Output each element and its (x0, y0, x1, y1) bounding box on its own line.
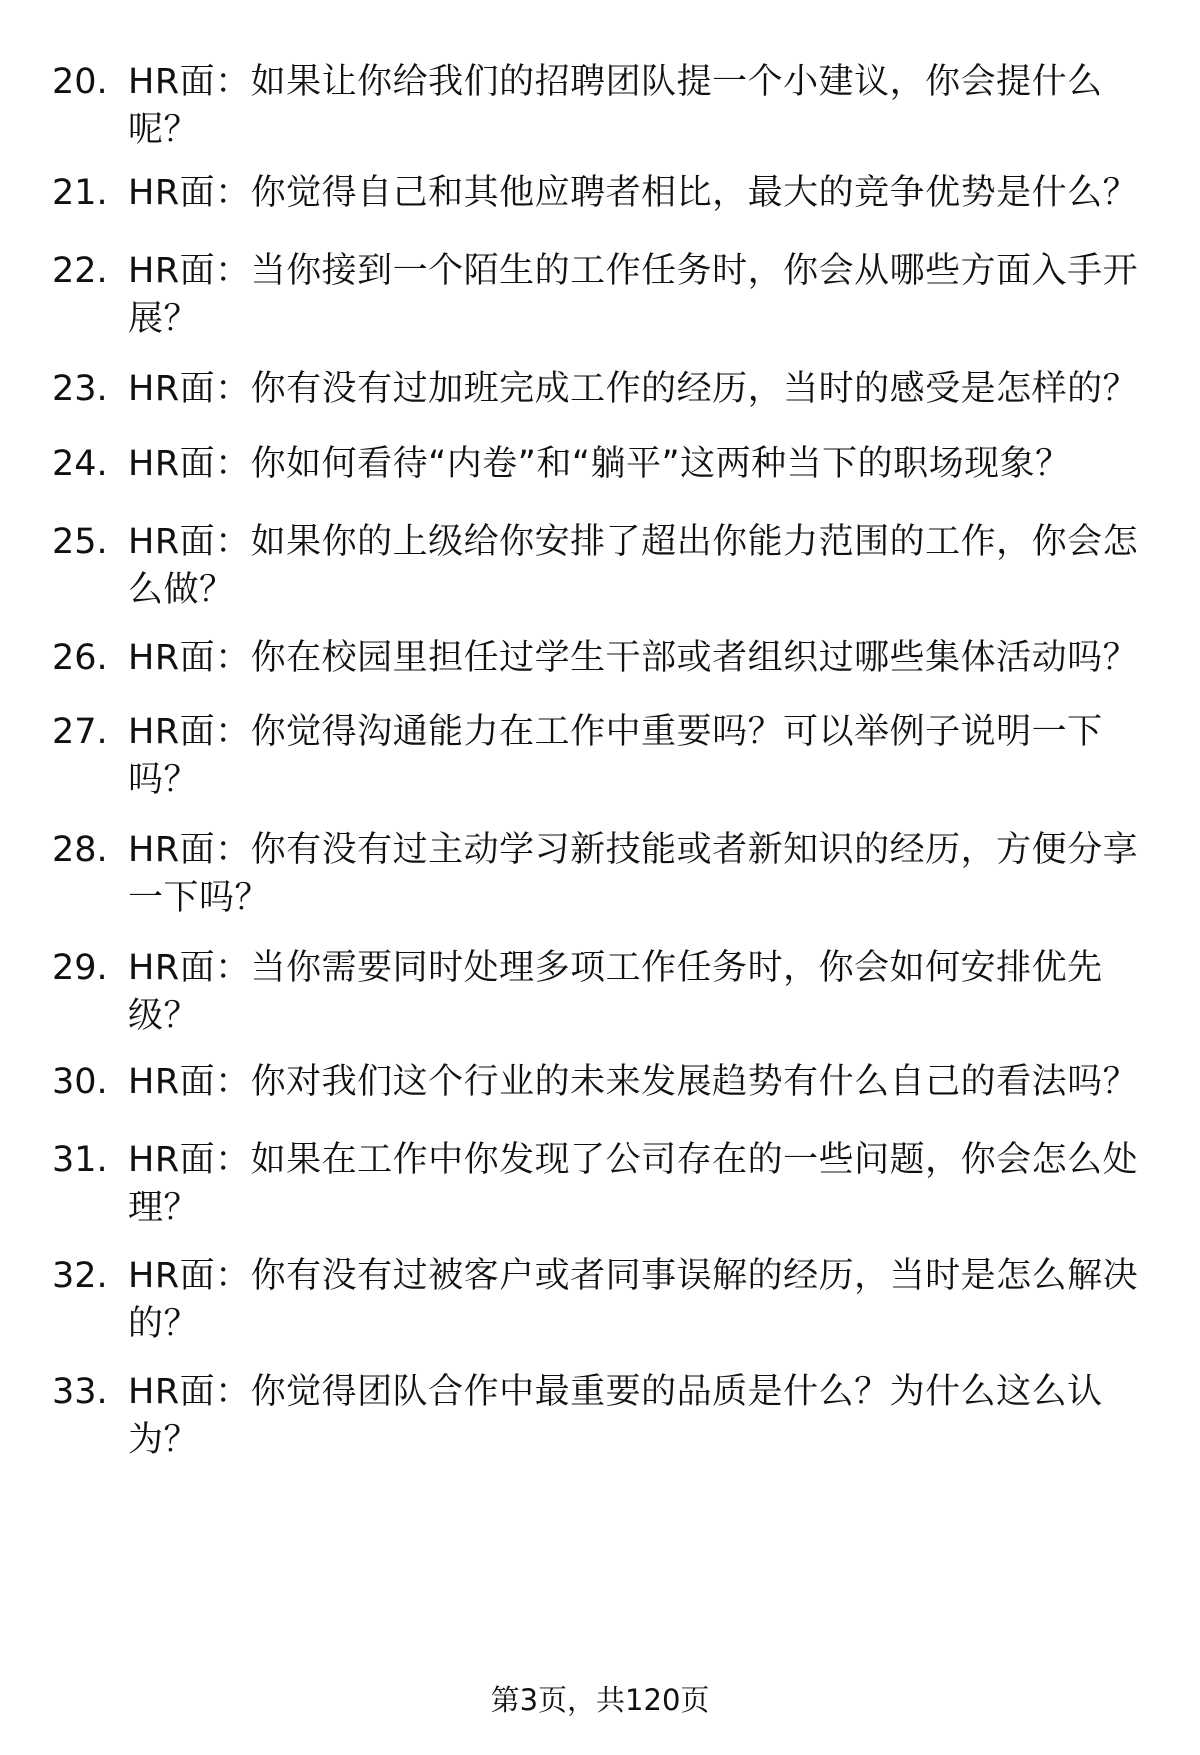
question-number: 24. (52, 444, 108, 484)
question-text: HR面：你有没有过主动学习新技能或者新知识的经历，方便分享一下吗？ (128, 830, 1139, 918)
question-text: HR面：你觉得团队合作中最重要的品质是什么？为什么这么认为？ (128, 1372, 1103, 1460)
question-text: HR面：你如何看待“内卷”和“躺平”这两种当下的职场现象？ (128, 444, 1071, 484)
question-text: HR面：你有没有过被客户或者同事误解的经历，当时是怎么解决的？ (128, 1256, 1139, 1344)
question-number: 26. (52, 638, 108, 678)
page-footer: 第3页，共120页 (490, 1683, 710, 1717)
question-number: 29. (52, 948, 108, 988)
question-number: 31. (52, 1140, 108, 1180)
question-text: HR面：如果你的上级给你安排了超出你能力范围的工作，你会怎么做？ (128, 522, 1139, 610)
question-text: HR面：如果让你给我们的招聘团队提一个小建议，你会提什么呢？ (128, 62, 1103, 150)
question-number: 25. (52, 522, 108, 562)
question-text: HR面：你在校园里担任过学生干部或者组织过哪些集体活动吗？ (128, 638, 1139, 678)
question-number: 20. (52, 62, 108, 102)
question-text: HR面：当你需要同时处理多项工作任务时，你会如何安排优先级？ (128, 948, 1103, 1036)
question-number: 32. (52, 1256, 108, 1296)
question-number: 27. (52, 712, 108, 752)
question-number: 23. (52, 369, 108, 409)
question-number: 22. (52, 251, 108, 291)
question-text: HR面：你对我们这个行业的未来发展趋势有什么自己的看法吗？ (128, 1062, 1139, 1102)
question-text: HR面：如果在工作中你发现了公司存在的一些问题，你会怎么处理？ (128, 1140, 1139, 1228)
question-number: 33. (52, 1372, 108, 1412)
question-number: 21. (52, 173, 108, 213)
question-text: HR面：你觉得自己和其他应聘者相比，最大的竞争优势是什么？ (128, 173, 1139, 213)
question-text: HR面：你有没有过加班完成工作的经历，当时的感受是怎样的？ (128, 369, 1139, 409)
question-text: HR面：你觉得沟通能力在工作中重要吗？可以举例子说明一下吗？ (128, 712, 1103, 800)
question-text: HR面：当你接到一个陌生的工作任务时，你会从哪些方面入手开展？ (128, 251, 1139, 339)
question-number: 30. (52, 1062, 108, 1102)
question-number: 28. (52, 830, 108, 870)
